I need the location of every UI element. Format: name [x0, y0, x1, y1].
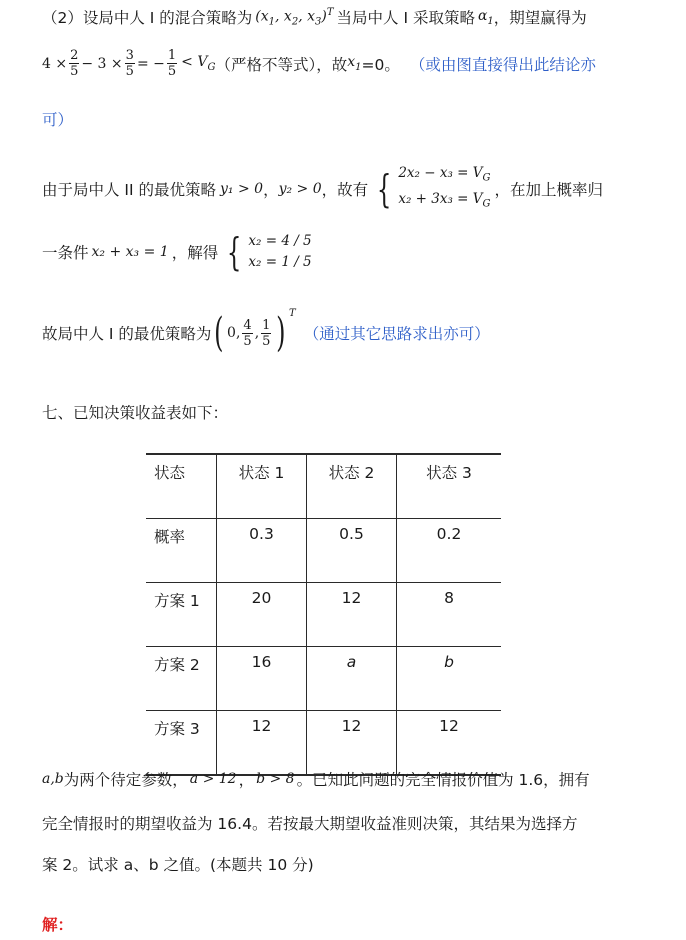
blue-note-cont: 可）	[42, 111, 74, 129]
fraction: $\frac{1}{5}$	[167, 48, 177, 79]
text: 为两个待定参数，	[63, 771, 188, 789]
table-cell: 概率	[146, 519, 217, 583]
table-row	[146, 519, 501, 583]
table-row	[146, 454, 501, 519]
table-cell: 方案 3	[146, 711, 217, 776]
text: 当局中人 I 采取策略	[336, 9, 475, 27]
math-term: − 3 ×	[81, 55, 123, 72]
equation-1: $2x_2 - x_3 = V_G$	[398, 165, 491, 184]
table-cell: 12	[307, 583, 397, 647]
vector-zero: 0,	[227, 325, 241, 341]
math-term: < $V_G$	[181, 54, 216, 73]
table-row	[146, 647, 501, 711]
table-row	[146, 711, 501, 776]
table-cell: 16	[217, 647, 307, 711]
text: ，在加上概率归	[494, 180, 604, 199]
table-cell: 12	[397, 711, 502, 776]
para-mixed-strategy	[42, 6, 587, 28]
solution-2: x₂ = 1 / 5	[248, 254, 312, 270]
x1-symbol: $x_1$	[347, 54, 362, 73]
text: ，	[263, 180, 279, 199]
text: 故局中人 I 的最优策略为	[42, 325, 212, 343]
alpha-symbol: $\alpha_1$	[477, 7, 494, 27]
blue-note: （通过其它思路求出亦可）	[303, 325, 490, 343]
table-cell: 12	[307, 711, 397, 776]
text: ，期望赢得为	[493, 9, 587, 27]
question-title: 七、已知决策收益表如下：	[42, 404, 229, 422]
fraction: $\frac{1}{5}$	[262, 317, 271, 349]
text: （严格不等式），故	[215, 55, 348, 74]
answer-label: 解：	[42, 916, 74, 934]
text: ，解得	[171, 244, 219, 262]
para-parameters	[42, 768, 590, 790]
b-condition: b > 8	[256, 771, 295, 787]
para-parameters-line2: 完全情报时的期望收益为 16.4。若按最大期望收益准则决策，其结果为选择方	[42, 815, 578, 833]
equation-system: { $2x_2 - x_3 = V_G$ $x_2 + 3x_3 = V_G$	[372, 163, 490, 214]
fraction: $\frac{3}{5}$	[125, 48, 134, 79]
text: =0。	[361, 55, 400, 74]
payoff-table	[146, 453, 501, 776]
table-cell: 状态 2	[307, 454, 397, 519]
table-cell: 8	[397, 583, 502, 647]
y2-condition: y₂ > 0	[278, 180, 322, 197]
table-cell: 状态 3	[397, 454, 502, 519]
para-parameters-line3: 案 2。试求 a、b 之值。(本题共 10 分)	[42, 856, 314, 874]
para-solution	[42, 231, 316, 273]
math-term: 4 ×	[42, 55, 68, 72]
para-system	[42, 163, 603, 214]
mixed-strategy-vector: ($x_1$, $x_2$, $x_3)^T$	[255, 6, 334, 28]
table-cell: 状态 1	[217, 454, 307, 519]
text: ，故有	[321, 180, 369, 199]
table-cell: 0.3	[217, 519, 307, 583]
a-condition: a > 12	[189, 771, 237, 787]
table-cell: 状态	[146, 454, 217, 519]
table-row	[146, 583, 501, 647]
probability-condition: x₂ + x₃ = 1	[91, 244, 169, 260]
table-cell: 方案 1	[146, 583, 217, 647]
blue-note: （或由图直接得出此结论亦	[409, 55, 596, 74]
text: 。已知此问题的完全情报价值为 1.6，拥有	[296, 771, 590, 789]
table-cell: 方案 2	[146, 647, 217, 711]
table-cell: b	[397, 647, 502, 711]
y1-condition: y₁ > 0	[220, 180, 264, 197]
fraction: $\frac{2}{5}$	[70, 48, 79, 79]
text: （2）设局中人 I 的混合策略为	[42, 9, 253, 27]
math-term: = −	[136, 55, 165, 72]
table-cell: a	[307, 647, 397, 711]
para-inequality	[42, 48, 596, 79]
para-optimal-strategy: 故局中人 I 的最优策略为 ( 0, $\frac{4}{5}$ , $\frac{1}{5}$ ) T （通过其它思路求出亦可）	[42, 308, 490, 356]
ab-symbols: a,b	[42, 771, 64, 787]
text: ，	[238, 771, 255, 789]
table-cell: 0.2	[397, 519, 502, 583]
table-cell: 12	[217, 711, 307, 776]
solution-1: x₂ = 4 / 5	[248, 233, 312, 249]
text: 由于局中人 II 的最优策略	[42, 180, 216, 199]
table-cell: 0.5	[307, 519, 397, 583]
fraction: $\frac{4}{5}$	[243, 317, 252, 349]
solution-system: { x₂ = 4 / 5 x₂ = 1 / 5	[227, 230, 312, 274]
transpose: T	[289, 308, 296, 319]
equation-2: $x_2 + 3x_3 = V_G$	[398, 190, 491, 210]
table-cell: 20	[217, 583, 307, 647]
text: 一条件	[42, 244, 89, 262]
